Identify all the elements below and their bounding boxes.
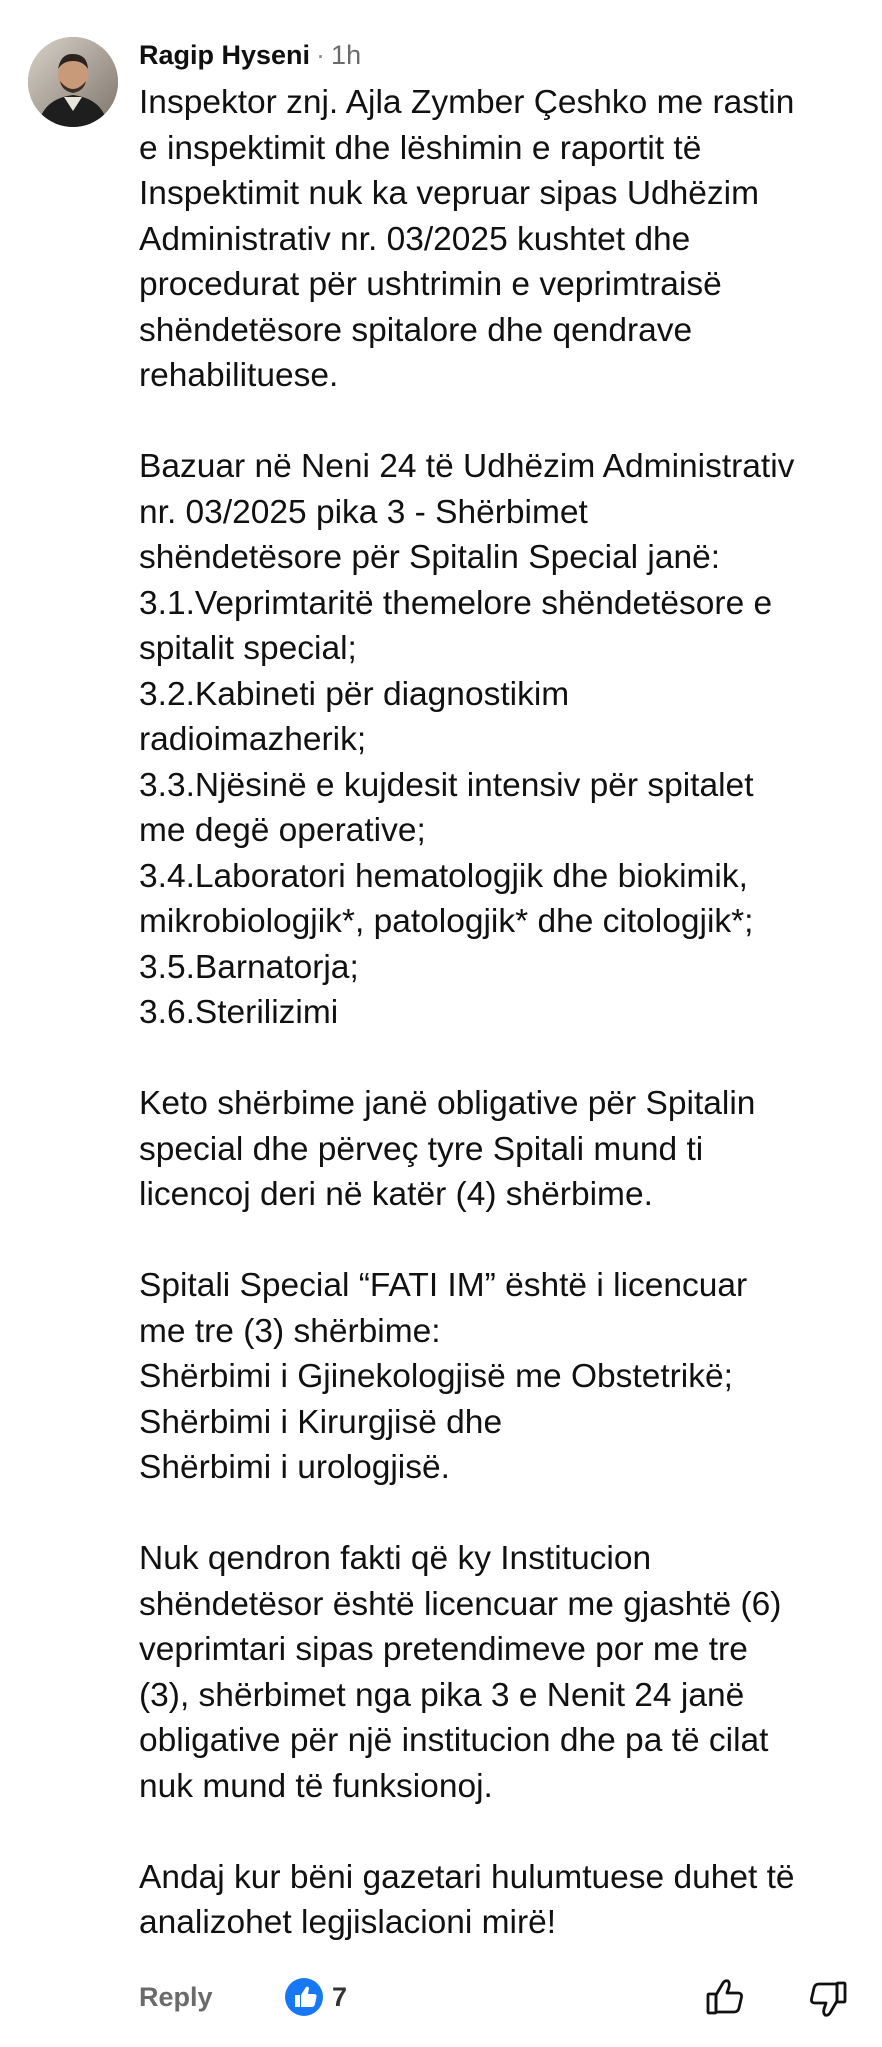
comment-text-line: 3.5.Barnatorja; bbox=[139, 948, 359, 986]
comment-text-line: 3.6.Sterilizimi bbox=[139, 994, 339, 1031]
comment-text-line: 3.3.Njësinë e kujdesit intensiv për spitalet bbox=[139, 766, 754, 804]
comment-paragraph bbox=[139, 80, 874, 399]
author-name[interactable]: Ragip Hyseni bbox=[139, 40, 311, 70]
comment-text-line: Keto shërbime janë obligative për Spitalin bbox=[139, 1085, 756, 1122]
comment-text-line: procedurat për ushtrimin e veprimtraisë bbox=[139, 266, 722, 303]
comment-text-line: shëndetësor është licencuar me gjashtë (6) bbox=[139, 1585, 782, 1623]
comment-text-line: rehabilituese. bbox=[139, 357, 339, 394]
comment-text-line: veprimtari sipas pretendimeve por me tre bbox=[139, 1631, 748, 1668]
comment-text-line: Bazuar në Neni 24 të Udhëzim Administrativ bbox=[139, 448, 795, 485]
comment-text-line: radioimazherik; bbox=[139, 721, 367, 758]
comment-paragraph bbox=[139, 1536, 874, 1809]
comment-text-line: me degë operative; bbox=[139, 812, 426, 849]
comment-text-line: analizohet legjislacioni mirë! bbox=[139, 1904, 557, 1941]
comment-text-line: 3.2.Kabineti për diagnostikim bbox=[139, 675, 570, 713]
comment-paragraph bbox=[139, 1855, 874, 1946]
like-count: 7 bbox=[332, 1982, 348, 2012]
comment-text-line: 3.4.Laboratori hematologjik dhe biokimik, bbox=[139, 857, 748, 895]
comment-text-line: (3), shërbimet nga pika 3 e Nenit 24 janë bbox=[139, 1676, 745, 1714]
comment-text-line: e inspektimit dhe lëshimin e raportit të bbox=[139, 129, 702, 167]
comment-text-line: Administrativ nr. 03/2025 kushtet dhe bbox=[139, 220, 691, 258]
header-separator: · bbox=[316, 40, 326, 70]
comment-text-line: Andaj kur bëni gazetari hulumtuese duhet të bbox=[139, 1858, 795, 1896]
comment-paragraph bbox=[139, 1081, 874, 1218]
comment-text-line: Shërbimi i urologjisë. bbox=[139, 1449, 450, 1486]
comment-text-line: 3.1.Veprimtaritë themelore shëndetësore e bbox=[139, 584, 773, 622]
comment-text-line: spitalit special; bbox=[139, 630, 357, 667]
comment-header bbox=[139, 38, 361, 72]
comment-text-line: obligative për një institucion dhe pa të cilat bbox=[139, 1722, 769, 1759]
comment-text-line: Shërbimi i Gjinekologjisë me Obstetrikë; bbox=[139, 1358, 733, 1395]
comment-text-line: Inspektimit nuk ka vepruar sipas Udhëzim bbox=[139, 175, 760, 212]
comment-text-line: Shërbimi i Kirurgjisë dhe bbox=[139, 1403, 503, 1441]
comment-text-line: Inspektor znj. Ajla Zymber Çeshko me rastin bbox=[139, 84, 795, 121]
avatar[interactable] bbox=[28, 37, 118, 127]
comment-text-line: nr. 03/2025 pika 3 - Shërbimet bbox=[139, 493, 588, 531]
comment-text-line: Spitali Special “FATI IM” është i licencuar bbox=[139, 1267, 748, 1304]
comment-text-line: shëndetësore spitalore dhe qendrave bbox=[139, 311, 693, 349]
comment-text-line: nuk mund të funksionoj. bbox=[139, 1767, 493, 1805]
comment-paragraph bbox=[139, 1263, 874, 1491]
comment-text-line: special dhe përveç tyre Spitali mund ti bbox=[139, 1130, 704, 1168]
comment-text-line: licencoj deri në katër (4) shërbime. bbox=[139, 1176, 653, 1213]
comment-body bbox=[139, 80, 874, 1946]
like-badge-icon bbox=[284, 1977, 324, 2017]
comment-paragraph bbox=[139, 444, 874, 1036]
comment-text-line: shëndetësore për Spitalin Special janë: bbox=[139, 539, 721, 576]
comment-text-line: me tre (3) shërbime: bbox=[139, 1312, 441, 1350]
comment-time: 1h bbox=[331, 40, 362, 70]
thumbs-up-icon[interactable] bbox=[703, 1975, 747, 2019]
thumbs-down-icon[interactable] bbox=[806, 1977, 850, 2021]
comment-actions bbox=[0, 1975, 882, 2030]
reply-button[interactable]: Reply bbox=[139, 1982, 213, 2012]
comment-text-line: mikrobiologjik*, patologjik* dhe citologjik*; bbox=[139, 903, 754, 940]
comment-text-line: Nuk qendron fakti që ky Institucion bbox=[139, 1540, 652, 1577]
